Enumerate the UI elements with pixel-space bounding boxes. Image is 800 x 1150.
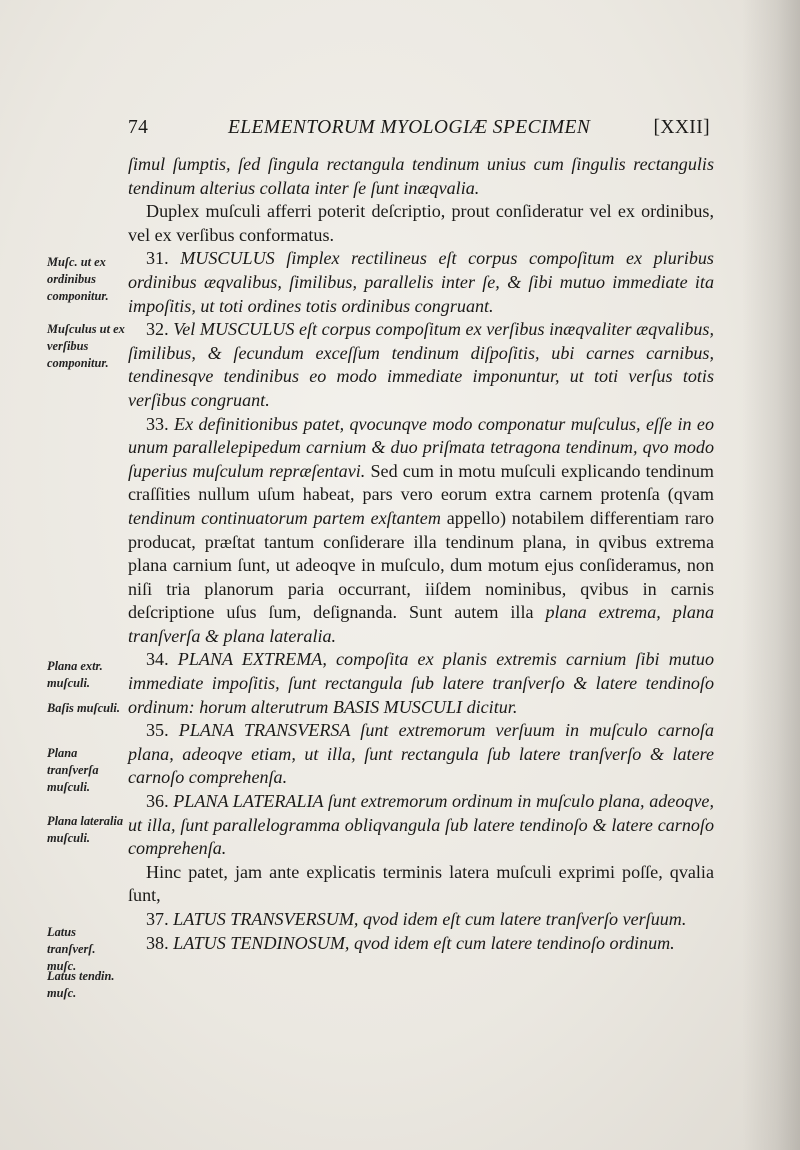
paragraph-36 bbox=[128, 790, 714, 861]
definition-text: PLANA LATERALIA ſunt extremorum ordinum in muſculo plana, adeoqve, ut illa, ſunt parallelogramma obliqvangula ſub latere tendinoſo & latere carnoſo comprehenſa. bbox=[128, 791, 714, 859]
paragraph-number: 35. bbox=[146, 720, 169, 741]
definition-text: PLANA EXTREMA, compoſita ex planis extremis carnium ſibi mutuo immediate impoſitis, ſunt rectangula ſub latere tranſverſo & latere tendinoſo ordinum: horum alterutrum BASIS MUSCULI dicitur. bbox=[128, 649, 714, 717]
paragraph-38 bbox=[128, 932, 714, 956]
paragraph-number: 36. bbox=[146, 791, 169, 812]
page-number: 74 bbox=[128, 117, 149, 138]
paragraph-number: 38. bbox=[146, 932, 169, 953]
paragraph-number: 32. bbox=[146, 319, 169, 340]
margin-note: Latus tendin. muſc. bbox=[47, 969, 115, 1000]
running-title: ELEMENTORUM MYOLOGIÆ SPECIMEN bbox=[228, 117, 591, 138]
main-text bbox=[128, 153, 714, 955]
paragraph-33 bbox=[128, 413, 714, 649]
paragraph-continuation: ſimul ſumptis, ſed ſingula rectangula tendinum unius cum ſingulis rectangulis tendinum alterius collata inter ſe ſunt inæqvalia. bbox=[128, 154, 714, 198]
paragraph-number: 33. bbox=[146, 413, 169, 434]
definition-text: LATUS TRANSVERSUM, qvod idem eſt cum latere tranſverſo verſuum. bbox=[173, 909, 687, 929]
paragraph-hinc: Hinc patet, jam ante explicatis terminis latera muſculi exprimi poſſe, qvalia ſunt, bbox=[128, 861, 714, 906]
paragraph-intro: Duplex muſculi afferri poterit deſcriptio, prout conſideratur vel ex ordinibus, vel ex verſibus conformatus. bbox=[128, 201, 714, 245]
roman-text: appello) notabilem differentiam raro producat, præſtat tantum conſiderare illa tendinum plana, in qvibus extrema plana carnium ſunt, ut adeoqve in muſculo, dum motum ejus conſideramus, non niſi tria planorum paria occurrant, iiſdem nominibus, qvibus in carnis deſcriptione uſus ſum, deſignanda. Sunt autem illa bbox=[128, 507, 714, 623]
margin-note: Plana lateralia muſculi. bbox=[47, 814, 124, 845]
margin-note: Plana extr. muſculi. bbox=[47, 659, 103, 690]
margin-note: Muſc. ut ex ordinibus componitur. bbox=[47, 255, 109, 303]
paragraph-number: 34. bbox=[146, 649, 169, 670]
definition-text: MUSCULUS ſimplex rectilineus eſt corpus compoſitum ex pluribus ordinibus æqvalibus, ſimilibus, parallelis inter ſe, & ſibi mutuo immediate ita impoſitis, ut toti ordines totis ordinibus congruant. bbox=[128, 248, 714, 316]
paragraph-31 bbox=[128, 247, 714, 318]
italic-text: plana extrema, plana tranſverſa & plana lateralia. bbox=[128, 602, 714, 646]
margin-note: Latus tranſverſ. muſc. bbox=[47, 925, 96, 973]
paragraph-37 bbox=[128, 908, 714, 932]
paragraph-number: 31. bbox=[146, 248, 169, 269]
definition-text: Vel MUSCULUS eſt corpus compoſitum ex verſibus inæqvaliter æqvalibus, ſimilibus, & ſecundum exceſſum tendinum diſpoſitis, ubi carnes carnibus, tendinesqve tendinibus eo modo immediate imponuntur, ut toti verſus totis verſibus congruant. bbox=[128, 319, 714, 410]
page-edge-shadow bbox=[742, 0, 800, 1150]
definition-text: PLANA TRANSVERSA ſunt extremorum verſuum in muſculo carnoſa plana, adeoqve etiam, ut illa, ſunt rectangula ſub latere tranſverſo & latere carnoſo comprehenſa. bbox=[128, 720, 714, 788]
italic-text: Ex definitionibus patet, qvocunqve modo componatur muſculus, eſſe in eo unum parallelepipedum carnium & duo priſmata tetragona tendinum, qvo modo ſuperius muſculum repræſentavi. bbox=[128, 413, 714, 481]
paragraph-number: 37. bbox=[146, 909, 169, 929]
margin-note: Baſis muſculi. bbox=[47, 701, 120, 715]
page-header bbox=[128, 117, 710, 143]
margin-note: Muſculus ut ex verſibus componitur. bbox=[47, 322, 125, 370]
paragraph-32 bbox=[128, 318, 714, 412]
margin-note: Plana tranſverſa muſculi. bbox=[47, 746, 99, 794]
paragraph-35 bbox=[128, 719, 714, 790]
italic-text: tendinum continuatorum partem exſtantem bbox=[128, 507, 441, 528]
section-marker: [XXII] bbox=[653, 117, 710, 138]
roman-text: Sed cum in motu muſculi explicando tendinum craſſities nullum uſum habeat, pars vero eorum extra carnem protenſa (qvam bbox=[128, 460, 714, 505]
paragraph-34 bbox=[128, 648, 714, 719]
definition-text: LATUS TENDINOSUM, qvod idem eſt cum latere tendinoſo ordinum. bbox=[173, 932, 675, 953]
